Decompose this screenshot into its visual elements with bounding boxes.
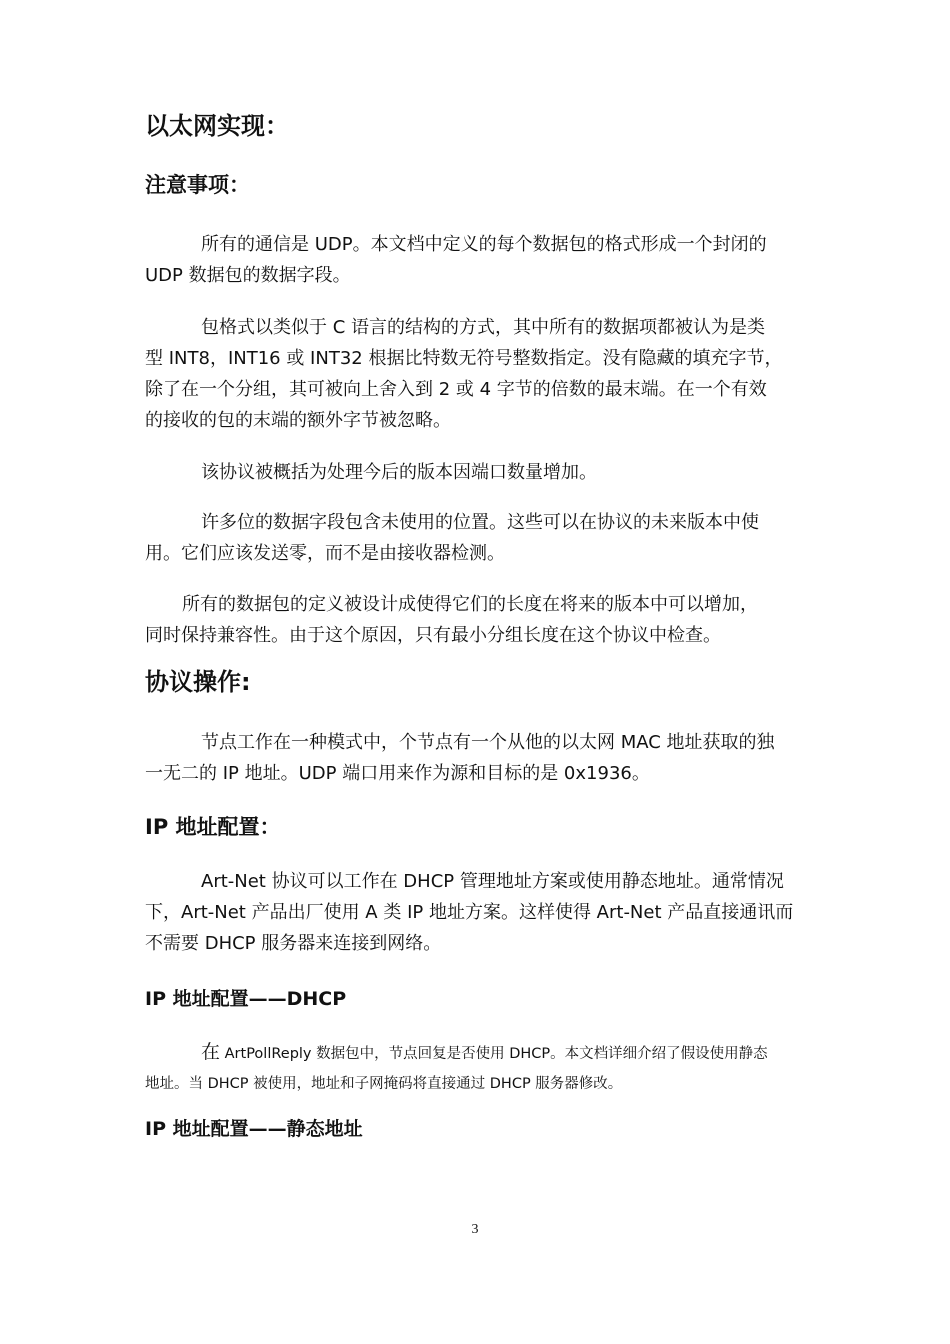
- text-line: 同时保持兼容性。由于这个原因，只有最小分组长度在这个协议中检查。: [145, 625, 721, 646]
- paragraph-udp-communication: [145, 229, 810, 291]
- text-line: 该协议被概括为处理今后的版本因端口数量增加。: [201, 462, 597, 483]
- paragraph-packet-format: [145, 312, 810, 436]
- text-line: 所有的数据包的定义被设计成使得它们的长度在将来的版本中可以增加，: [182, 594, 758, 615]
- heading-ip-config-dhcp: IP 地址配置——DHCP: [145, 988, 347, 1010]
- text-line: [145, 1037, 810, 1069]
- text-line: 下，Art-Net 产品出厂使用 A 类 IP 地址方案。这样使得 Art-Net 产品直接通讯而: [145, 902, 794, 923]
- heading-ip-config-static: IP 地址配置——静态地址: [145, 1118, 363, 1140]
- text-line-rest: ArtPollReply 数据包中，节点回复是否使用 DHCP。本文档详细介绍了假设使用静态: [224, 1046, 768, 1062]
- text-line: 所有的通信是 UDP。本文档中定义的每个数据包的格式形成一个封闭的: [201, 234, 767, 255]
- heading-ethernet-implementation: 以太网实现：: [145, 112, 289, 140]
- paragraph-compatibility: [145, 589, 810, 651]
- text-line: 一无二的 IP 地址。UDP 端口用来作为源和目标的是 0x1936。: [145, 763, 650, 784]
- text-line: 的接收的包的末端的额外字节被忽略。: [145, 410, 451, 431]
- paragraph-node-mode: [145, 727, 810, 789]
- text-line: 不需要 DHCP 服务器来连接到网络。: [145, 933, 442, 954]
- paragraph-protocol-generalized: [145, 457, 810, 488]
- text-line: 节点工作在一种模式中，个节点有一个从他的以太网 MAC 地址获取的独: [201, 732, 775, 753]
- text-line: 许多位的数据字段包含未使用的位置。这些可以在协议的未来版本中使: [201, 512, 759, 533]
- text-line: 地址。当 DHCP 被使用，地址和子网掩码将直接通过 DHCP 服务器修改。: [145, 1076, 623, 1092]
- text-lead-char: 在: [201, 1041, 221, 1063]
- heading-protocol-operation: 协议操作:: [145, 668, 251, 696]
- paragraph-dhcp-reply: [145, 1037, 810, 1099]
- heading-ip-address-config: IP 地址配置：: [145, 815, 281, 839]
- heading-notes: 注意事项：: [145, 173, 250, 197]
- text-line: 除了在一个分组，其可被向上舍入到 2 或 4 字节的倍数的最末端。在一个有效: [145, 379, 767, 400]
- text-line: 型 INT8，INT16 或 INT32 根据比特数无符号整数指定。没有隐藏的填充字节，: [145, 348, 783, 369]
- paragraph-art-net-addressing: [145, 866, 810, 959]
- page-number: 3: [471, 1222, 479, 1237]
- text-line: 包格式以类似于 C 语言的结构的方式，其中所有的数据项都被认为是类: [201, 317, 766, 338]
- paragraph-unused-bits: [145, 507, 810, 569]
- text-line: 用。它们应该发送零，而不是由接收器检测。: [145, 543, 505, 564]
- text-line: UDP 数据包的数据字段。: [145, 265, 351, 286]
- text-line: Art-Net 协议可以工作在 DHCP 管理地址方案或使用静态地址。通常情况: [201, 871, 784, 892]
